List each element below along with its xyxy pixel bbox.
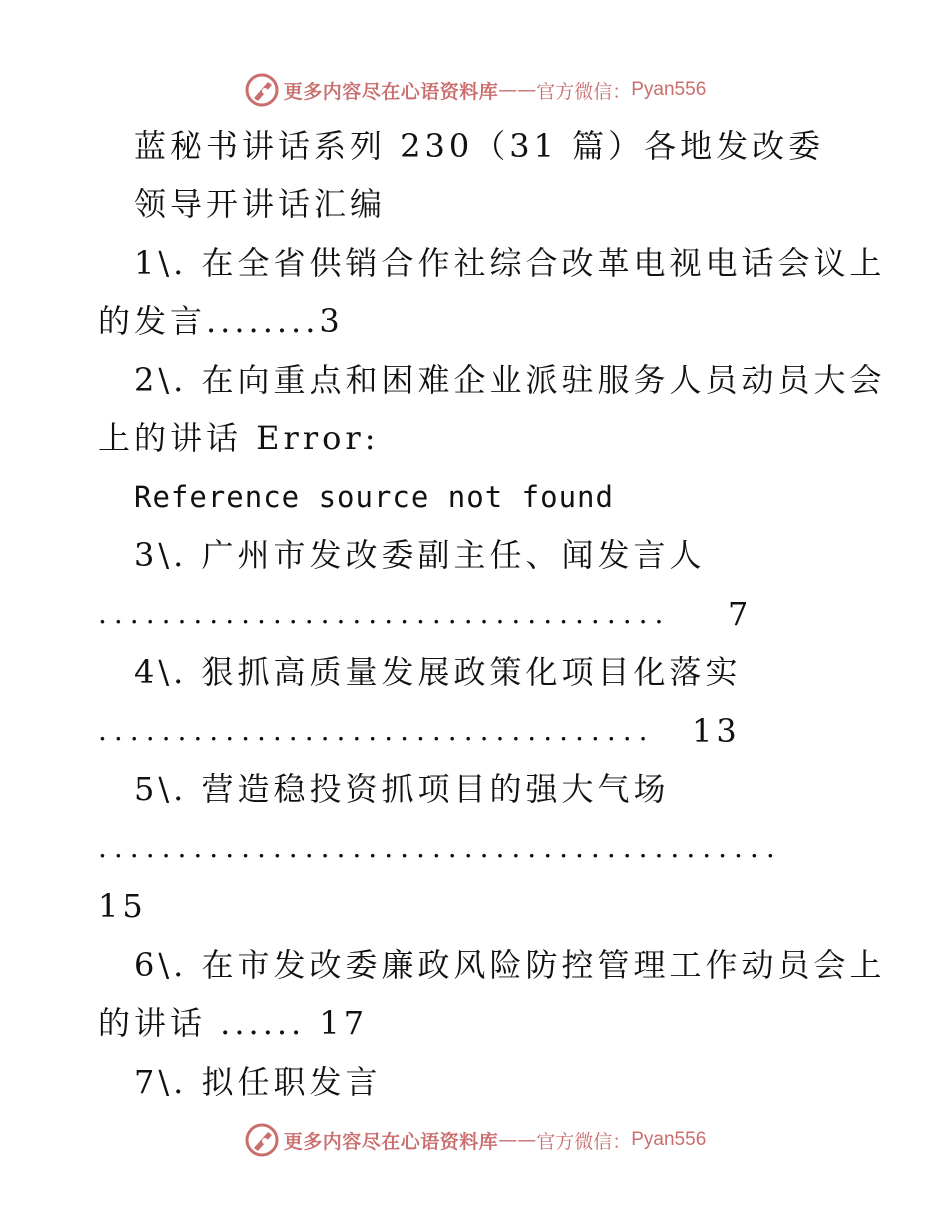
toc-entry-5-page: 15 (98, 887, 147, 925)
watermark-id: Pyan556 (631, 79, 707, 100)
header-watermark (0, 70, 950, 110)
watermark-id: Pyan556 (631, 1129, 707, 1150)
toc-entry-4-leader: ................................... (98, 714, 655, 747)
toc-entry-5-line1: 5\. 营造稳投资抓项目的强大气场 (134, 770, 670, 808)
toc-entry-2-line2: 上的讲话 Error: (98, 419, 380, 457)
toc-entry-1-line2: 的发言........3 (98, 302, 344, 340)
toc-entry-3-leader: .................................... (98, 597, 671, 630)
document-title-line2: 领导开讲话汇编 (134, 185, 387, 223)
pen-logo-icon (244, 1122, 280, 1158)
toc-entry-7-line1: 7\. 拟任职发言 (134, 1063, 382, 1101)
document-title-line1: 蓝秘书讲话系列 230（31 篇）各地发改委 (134, 127, 825, 165)
watermark-main-text: 更多内容尽在心语资料库 (283, 80, 499, 103)
toc-entry-4-page: 13 (692, 712, 741, 750)
watermark-main-text: 更多内容尽在心语资料库 (283, 1130, 499, 1153)
toc-entry-2-line3: Reference source not found (134, 480, 614, 514)
toc-entry-6-line1: 6\. 在市发改委廉政风险防控管理工作动员会上 (134, 946, 886, 984)
toc-entry-3-page: 7 (728, 595, 753, 633)
watermark-separator: —— (498, 79, 537, 101)
watermark-separator: —— (498, 1129, 537, 1151)
pen-logo-icon (244, 72, 280, 108)
footer-watermark (0, 1120, 950, 1160)
watermark-label: 官方微信： (536, 1130, 632, 1153)
toc-entry-6-line2: 的讲话 ...... 17 (98, 1004, 369, 1042)
toc-entry-4-line1: 4\. 狠抓高质量发展政策化项目化落实 (134, 653, 742, 691)
toc-entry-3-line1: 3\. 广州市发改委副主任、闻发言人 (134, 536, 706, 574)
toc-entry-1-line1: 1\. 在全省供销合作社综合改革电视电话会议上 (134, 244, 886, 282)
toc-entry-5-leader: ........................................... (98, 831, 782, 864)
toc-entry-2-line1: 2\. 在向重点和困难企业派驻服务人员动员大会 (134, 361, 886, 399)
watermark-label: 官方微信： (536, 80, 632, 103)
